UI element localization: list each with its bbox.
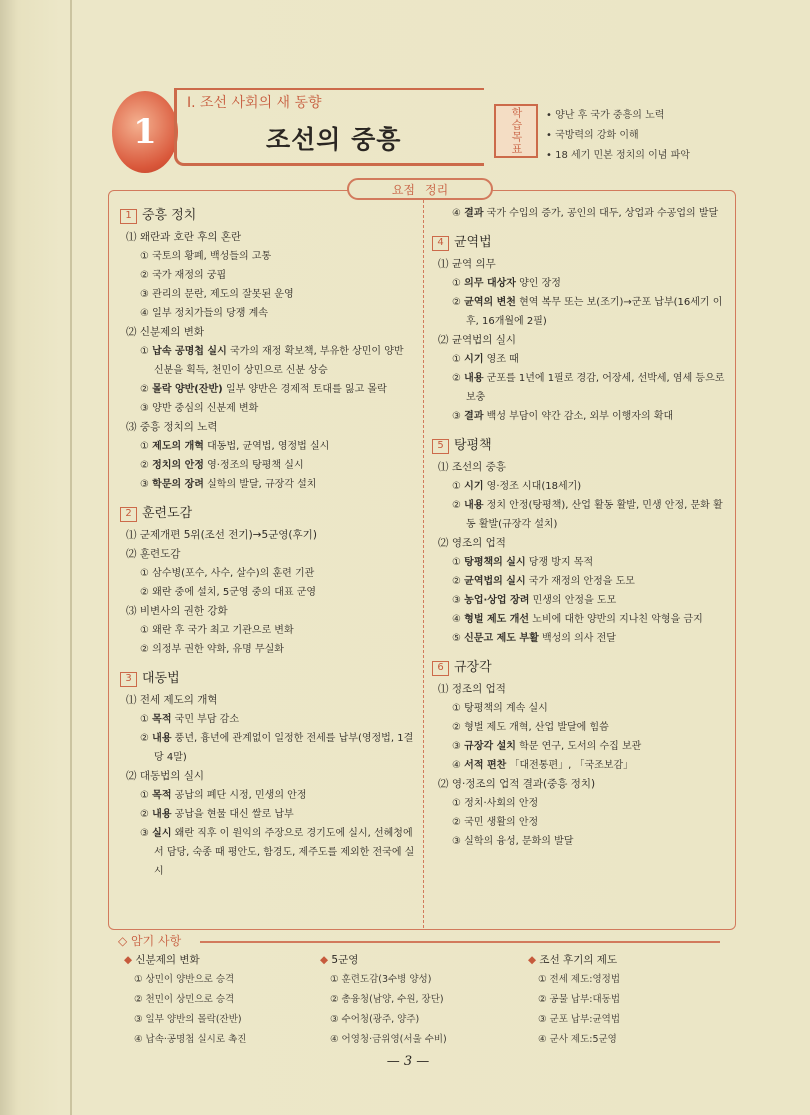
- item-marker: ①: [452, 278, 461, 289]
- item-marker: ②: [140, 460, 149, 471]
- subsection-heading: ⑴ 조선의 중흥: [438, 461, 506, 473]
- item-text: 왜란 중에 설치, 5군영 중의 대표 군영: [152, 587, 317, 598]
- memo-item: ① 전세 제도:영정법: [538, 974, 620, 985]
- subsection-heading: ⑶ 비변사의 권한 강화: [126, 605, 228, 617]
- item-text: 삼수병(포수, 사수, 살수)의 훈련 기관: [152, 568, 315, 579]
- list-item: [446, 699, 728, 718]
- item-text: 국가 재정의 안정을 도모: [528, 576, 635, 587]
- memo-item: ③ 일부 양반의 몰락(잔반): [134, 1014, 242, 1025]
- item-text: 형벌 제도 개혁, 산업 발달에 힘씀: [464, 722, 609, 733]
- item-keyword: 균역의 변천: [464, 297, 516, 308]
- item-keyword: 시기: [464, 481, 484, 492]
- unit-label: Ⅰ. 조선 사회의 새 동향: [187, 95, 322, 111]
- item-keyword: 결과: [464, 411, 484, 422]
- memo-column: [528, 950, 620, 1050]
- section-title: 균역법: [454, 235, 492, 250]
- list-item: [446, 496, 728, 534]
- list-item: [446, 718, 728, 737]
- item-keyword: 서적 편찬: [464, 760, 507, 771]
- item-marker: ⑤: [452, 633, 461, 644]
- item-keyword: 형벌 제도 개선: [464, 614, 530, 625]
- item-marker: ④: [452, 208, 461, 219]
- item-text: 양인 장정: [519, 278, 561, 289]
- list-item: [134, 729, 416, 767]
- list-item: [134, 266, 416, 285]
- memo-heading: ◆ 신분제의 변화: [124, 950, 246, 970]
- list-item: [446, 553, 728, 572]
- section-title: 중흥 정치: [142, 208, 197, 223]
- subsection-heading: ⑵ 대동법의 실시: [126, 770, 205, 782]
- list-item: [446, 610, 728, 629]
- item-keyword: 균역법의 실시: [464, 576, 526, 587]
- item-marker: ②: [452, 576, 461, 587]
- item-marker: ①: [140, 790, 149, 801]
- item-text: 영조 때: [486, 354, 519, 365]
- section-heading: [120, 204, 416, 228]
- section-number: 3: [120, 672, 137, 687]
- column-divider: [423, 190, 424, 928]
- item-keyword: 내용: [152, 809, 172, 820]
- item-marker: ②: [140, 644, 149, 655]
- section-title: 대동법: [142, 671, 180, 686]
- item-marker: ③: [452, 411, 461, 422]
- item-keyword: 내용: [464, 500, 484, 511]
- subsection-heading: ⑵ 균역법의 실시: [438, 334, 517, 346]
- item-text: 공납의 폐단 시정, 민생의 안정: [174, 790, 307, 801]
- list-item: [134, 304, 416, 323]
- item-text: 실학의 발달, 규장각 설치: [207, 479, 317, 490]
- memo-item: ① 훈련도감(3수병 양성): [330, 974, 432, 985]
- list-item: [446, 407, 728, 426]
- item-marker: ②: [452, 500, 461, 511]
- list-item: [134, 786, 416, 805]
- item-text: 왜란 직후 이 원익의 주장으로 경기도에 실시, 선혜청에서 담당, 숙종 때 평안도, 함경도, 제주도를 제외한 전국에 실시: [154, 828, 415, 877]
- item-text: 학문 연구, 도서의 수집 보관: [519, 741, 642, 752]
- item-text: 양반 중심의 신분제 변화: [152, 403, 259, 414]
- section-title: 규장각: [454, 660, 492, 675]
- item-marker: ①: [140, 625, 149, 636]
- list-item: [134, 621, 416, 640]
- list-item: [446, 756, 728, 775]
- item-marker: ③: [140, 289, 149, 300]
- subsection-heading: ⑵ 신분제의 변화: [126, 326, 205, 338]
- item-keyword: 의무 대상자: [464, 278, 516, 289]
- section-heading: [432, 434, 728, 458]
- subsection-heading: ⑶ 중흥 정치의 노력: [126, 421, 218, 433]
- item-keyword: 농업·상업 장려: [464, 595, 530, 606]
- item-marker: ④: [140, 308, 149, 319]
- item-keyword: 몰락 양반(잔반): [152, 384, 223, 395]
- item-marker: ④: [452, 760, 461, 771]
- memo-item: ④ 군사 제도:5군영: [538, 1034, 617, 1045]
- item-marker: ③: [452, 741, 461, 752]
- list-item: [134, 640, 416, 659]
- item-marker: ①: [140, 714, 149, 725]
- item-marker: ①: [140, 251, 149, 262]
- summary-label-right: 정리: [425, 182, 449, 197]
- left-column: [120, 204, 416, 881]
- memo-heading: ◆ 5군영: [320, 950, 447, 970]
- section-title: 탕평책: [454, 438, 492, 453]
- item-keyword: 정치의 안정: [152, 460, 204, 471]
- item-keyword: 목적: [152, 790, 172, 801]
- section-heading: [432, 656, 728, 680]
- list-item: [134, 380, 416, 399]
- list-item: [134, 247, 416, 266]
- subsection-heading: ⑴ 균역 의무: [438, 258, 496, 270]
- section-number: 5: [432, 439, 449, 454]
- item-text: 관리의 문란, 제도의 잘못된 운영: [152, 289, 294, 300]
- chapter-number: 1: [112, 91, 178, 173]
- page-number: — 3 —: [386, 1054, 430, 1069]
- memo-item: ④ 어영청·금위영(서울 수비): [330, 1034, 447, 1045]
- item-text: 탕평책의 계속 실시: [464, 703, 548, 714]
- goal-item: • 국방력의 강화 이해: [546, 126, 690, 146]
- item-text: 백성 부담이 약간 감소, 외부 이행자의 확대: [486, 411, 674, 422]
- memo-title: ◇ 암기 사항: [118, 934, 182, 948]
- item-keyword: 내용: [464, 373, 484, 384]
- item-text: 「대전통편」, 「국조보감」: [509, 760, 634, 771]
- item-marker: ③: [140, 479, 149, 490]
- item-keyword: 탕평책의 실시: [464, 557, 526, 568]
- learning-goals-tag: 학습목표: [494, 104, 538, 158]
- item-text: 왜란 후 국가 최고 기관으로 변화: [152, 625, 294, 636]
- item-keyword: 학문의 장려: [152, 479, 204, 490]
- item-marker: ②: [140, 809, 149, 820]
- item-text: 정치·사회의 안정: [464, 798, 539, 809]
- list-item: [446, 832, 728, 851]
- item-text: 국가 수입의 증가, 공인의 대두, 상업과 수공업의 발달: [486, 208, 719, 219]
- item-marker: ①: [452, 354, 461, 365]
- list-item: [134, 399, 416, 418]
- item-text: 국민 부담 감소: [174, 714, 239, 725]
- summary-title: [347, 178, 493, 200]
- item-marker: ③: [452, 836, 461, 847]
- list-item: [446, 293, 728, 331]
- item-marker: ①: [452, 798, 461, 809]
- item-text: 대동법, 균역법, 영정법 실시: [207, 441, 330, 452]
- list-item: [446, 274, 728, 293]
- list-item: [134, 710, 416, 729]
- memo-item: ② 천민이 상민으로 승격: [134, 994, 235, 1005]
- list-item: [134, 824, 416, 881]
- item-text: 군포를 1년에 1필로 경감, 어장세, 선박세, 염세 등으로 보충: [466, 373, 725, 403]
- item-keyword: 내용: [152, 733, 172, 744]
- memo-item: ② 총융청(남양, 수원, 장단): [330, 994, 444, 1005]
- list-item: [446, 591, 728, 610]
- item-marker: ①: [452, 481, 461, 492]
- item-text: 현역 복무 또는 보(조기)→군포 납부(16세기 이후, 16개월에 2필): [466, 297, 723, 327]
- section-heading: [120, 667, 416, 691]
- item-marker: ①: [452, 703, 461, 714]
- subsection-heading: ⑴ 왜란과 호란 후의 혼란: [126, 231, 242, 243]
- list-item: [446, 204, 728, 223]
- item-text: 국가 재정의 궁핍: [152, 270, 227, 281]
- subsection-heading: ⑵ 훈련도감: [126, 548, 181, 560]
- section-number: 1: [120, 209, 137, 224]
- list-item: [134, 437, 416, 456]
- subsection-heading: ⑵ 영조의 업적: [438, 537, 506, 549]
- memo-section: [108, 930, 736, 1044]
- list-item: [446, 572, 728, 591]
- item-keyword: 실시: [152, 828, 172, 839]
- section-heading: [432, 231, 728, 255]
- item-marker: ②: [452, 817, 461, 828]
- page-title: 조선의 중흥: [266, 125, 402, 154]
- item-text: 국민 생활의 안정: [464, 817, 539, 828]
- item-marker: ③: [140, 403, 149, 414]
- item-text: 영·정조 시대(18세기): [486, 481, 582, 492]
- item-text: 노비에 대한 양반의 지나친 악형을 금지: [532, 614, 703, 625]
- list-item: [134, 456, 416, 475]
- section-number: 2: [120, 507, 137, 522]
- item-marker: ②: [140, 733, 149, 744]
- list-item: [134, 805, 416, 824]
- subsection-heading: ⑴ 전세 제도의 개혁: [126, 694, 218, 706]
- list-item: [134, 564, 416, 583]
- learning-goals: [546, 106, 690, 166]
- item-marker: ①: [140, 441, 149, 452]
- subsection-heading: ⑴ 군제개편 5위(조선 전기)→5군영(후기): [126, 529, 317, 541]
- memo-item: ① 상민이 양반으로 승격: [134, 974, 235, 985]
- list-item: [446, 350, 728, 369]
- section-number: 4: [432, 236, 449, 251]
- section-number: 6: [432, 661, 449, 676]
- item-marker: ①: [140, 568, 149, 579]
- memo-item: ③ 군포 납부:균역법: [538, 1014, 620, 1025]
- item-marker: ③: [452, 595, 461, 606]
- memo-rule: [200, 941, 720, 943]
- list-item: [134, 475, 416, 494]
- memo-column: [320, 950, 447, 1050]
- list-item: [446, 477, 728, 496]
- item-keyword: 결과: [464, 208, 484, 219]
- list-item: [446, 794, 728, 813]
- item-text: 실학의 융성, 문화의 발달: [464, 836, 574, 847]
- list-item: [446, 813, 728, 832]
- list-item: [446, 737, 728, 756]
- list-item: [446, 629, 728, 648]
- binding-line: [70, 0, 72, 1115]
- item-marker: ②: [452, 722, 461, 733]
- item-text: 백성의 의사 전달: [541, 633, 616, 644]
- list-item: [134, 342, 416, 380]
- list-item: [134, 285, 416, 304]
- subsection-heading: ⑵ 영·정조의 업적 결과(중흥 정치): [438, 778, 596, 790]
- memo-column: [124, 950, 246, 1050]
- item-marker: ④: [452, 614, 461, 625]
- item-text: 국토의 황폐, 백성들의 고통: [152, 251, 272, 262]
- right-column: [432, 204, 728, 851]
- item-marker: ②: [452, 373, 461, 384]
- item-text: 공납을 현물 대신 쌀로 납부: [174, 809, 294, 820]
- goal-item: • 양난 후 국가 중흥의 노력: [546, 106, 690, 126]
- item-text: 민생의 안정을 도모: [532, 595, 617, 606]
- item-marker: ①: [452, 557, 461, 568]
- list-item: [446, 369, 728, 407]
- item-keyword: 신문고 제도 부활: [464, 633, 539, 644]
- section-heading: [120, 502, 416, 526]
- item-marker: ③: [140, 828, 149, 839]
- item-keyword: 납속 공명첩 실시: [152, 346, 227, 357]
- item-text: 일부 양반은 경제적 토대를 잃고 몰락: [225, 384, 387, 395]
- goal-item: • 18 세기 민본 정치의 이념 파악: [546, 146, 690, 166]
- item-text: 영·정조의 탕평책 실시: [207, 460, 304, 471]
- item-text: 정치 안정(탕평책), 산업 활동 활발, 민생 안정, 문화 활동 활발(규장각 설치): [466, 500, 723, 530]
- item-marker: ②: [140, 270, 149, 281]
- item-text: 당쟁 방지 목적: [528, 557, 594, 568]
- subsection-heading: ⑴ 정조의 업적: [438, 683, 506, 695]
- item-marker: ②: [452, 297, 461, 308]
- item-keyword: 목적: [152, 714, 172, 725]
- memo-heading: ◆ 조선 후기의 제도: [528, 950, 620, 970]
- item-keyword: 규장각 설치: [464, 741, 516, 752]
- item-keyword: 제도의 개혁: [152, 441, 204, 452]
- item-keyword: 시기: [464, 354, 484, 365]
- section-title: 훈련도감: [142, 506, 193, 521]
- memo-item: ④ 납속·공명첩 실시로 촉진: [134, 1034, 247, 1045]
- memo-item: ③ 수어청(광주, 양주): [330, 1014, 420, 1025]
- list-item: [134, 583, 416, 602]
- item-text: 일부 정치가들의 당쟁 계속: [152, 308, 268, 319]
- item-marker: ②: [140, 384, 149, 395]
- item-text: 풍년, 흉년에 관계없이 일정한 전세를 납부(영정법, 1결당 4말): [154, 733, 414, 763]
- item-text: 의정부 권한 약화, 유명 무실화: [152, 644, 284, 655]
- summary-label-left: 요점: [391, 182, 415, 197]
- memo-item: ② 공물 납부:대동법: [538, 994, 620, 1005]
- item-marker: ②: [140, 587, 149, 598]
- item-marker: ①: [140, 346, 149, 357]
- item-text: 국가의 재정 확보책, 부유한 상민이 양반 신분을 획득, 천민이 상민으로 신분 상승: [154, 346, 404, 376]
